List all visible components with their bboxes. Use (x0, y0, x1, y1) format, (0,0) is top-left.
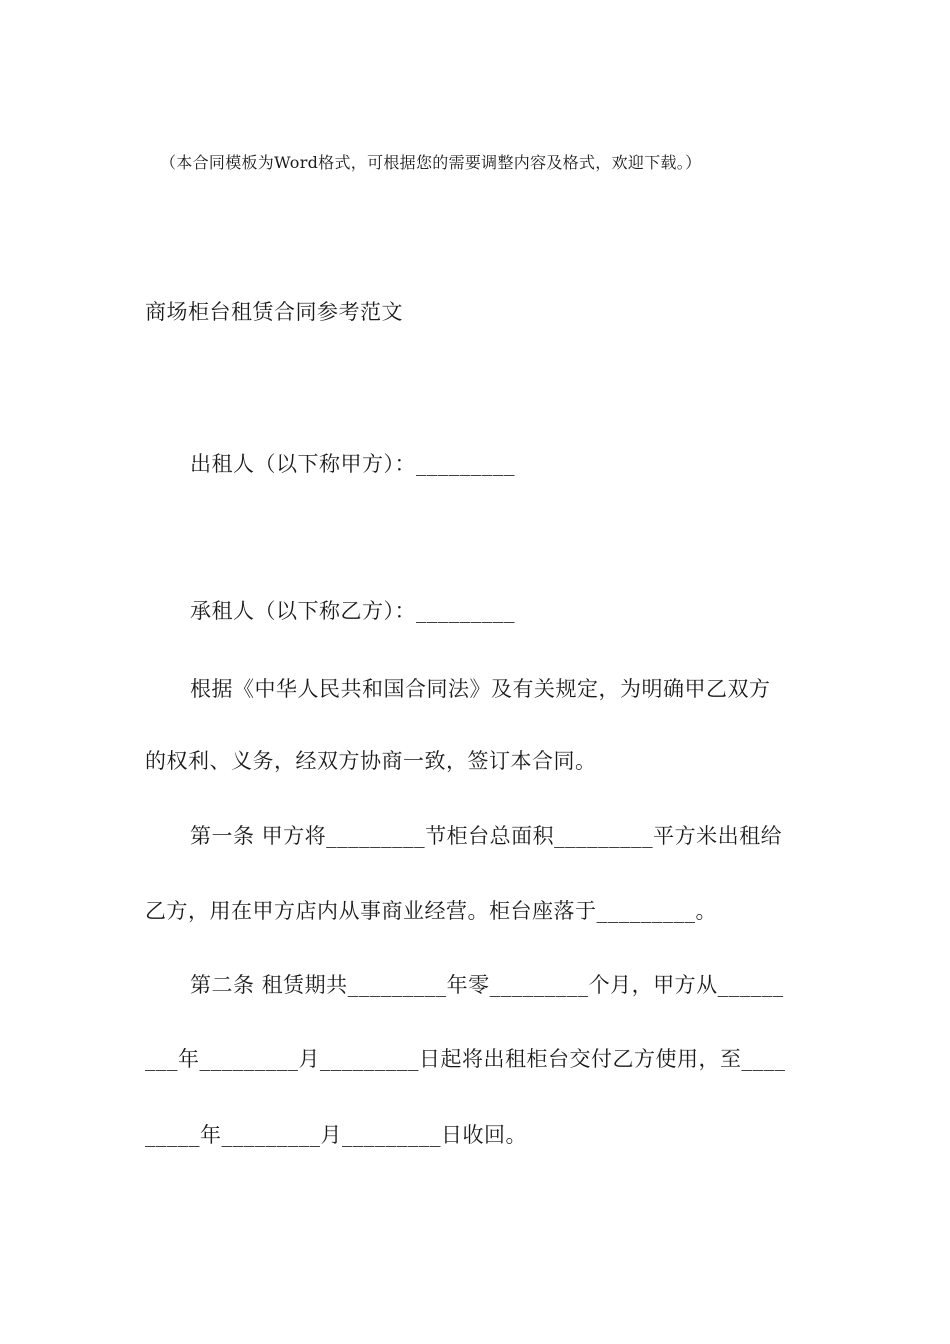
article2-line-3: _____年_________月_________日收回。 (145, 1123, 527, 1147)
preamble-line-2: 的权利、义务，经双方协商一致，签订本合同。 (145, 749, 597, 773)
article2-line-1: 第二条 租赁期共_________年零_________个月，甲方从______ (190, 973, 784, 997)
article1-line-2: 乙方，用在甲方店内从事商业经营。柜台座落于_________。 (145, 899, 717, 923)
article2-line-2: ___年_________月_________日起将出租柜台交付乙方使用，至____ (145, 1047, 786, 1071)
article1-line-1: 第一条 甲方将_________节柜台总面积_________平方米出租给 (190, 824, 783, 848)
lessor-line: 出租人（以下称甲方）：_________ (190, 452, 515, 476)
template-note: （本合同模板为Word格式，可根据您的需要调整内容及格式，欢迎下载。） (160, 153, 702, 172)
preamble-line-1: 根据《中华人民共和国合同法》及有关规定，为明确甲乙双方 (190, 677, 771, 701)
document-title: 商场柜台租赁合同参考范文 (145, 300, 403, 324)
lessee-line: 承租人（以下称乙方）：_________ (190, 599, 515, 623)
